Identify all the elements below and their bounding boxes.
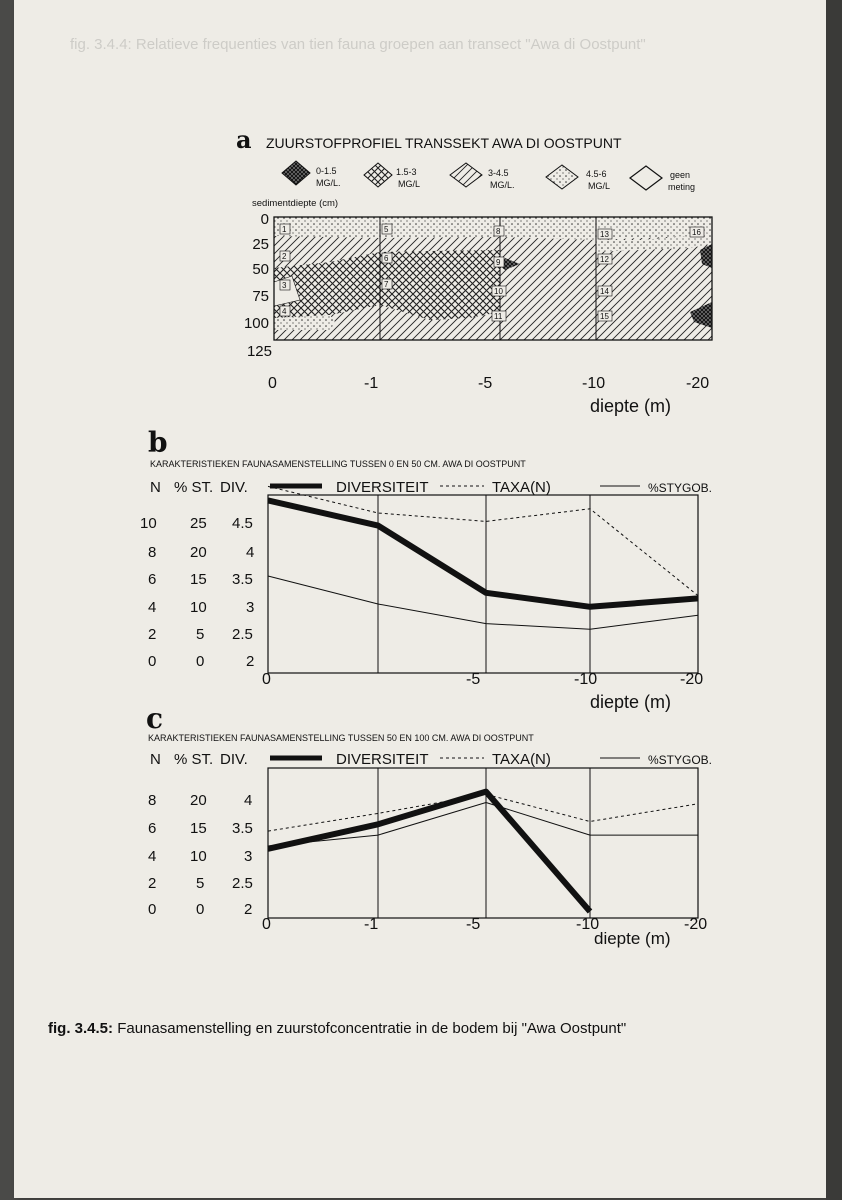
a-ytick-50: 50 bbox=[252, 261, 269, 278]
panel-c-xlabel: diepte (m) bbox=[594, 929, 671, 948]
a-ytick-25: 25 bbox=[252, 236, 269, 253]
b-xtick-0: 0 bbox=[262, 671, 271, 688]
legend-swatch-geen-meting bbox=[630, 166, 662, 190]
c-ytick-n-1: 6 bbox=[148, 820, 157, 837]
b-ytick-pct-5: 0 bbox=[196, 653, 205, 670]
b-xtick-10: -10 bbox=[574, 671, 598, 688]
b-ytick-div-4: 2.5 bbox=[232, 626, 253, 643]
c-ytick-n-2: 4 bbox=[148, 848, 157, 865]
c-ytick-pct-4: 0 bbox=[196, 901, 205, 918]
c-xtick-10: -10 bbox=[576, 916, 600, 933]
plot-b-series-taxan bbox=[268, 486, 698, 595]
b-ytick-n-1: 8 bbox=[148, 544, 157, 561]
oxygen-profile bbox=[274, 217, 712, 340]
b-legend-taxa: TAXA(N) bbox=[492, 479, 551, 496]
sample-2: 2 bbox=[282, 252, 287, 261]
c-xtick-0: 0 bbox=[262, 916, 271, 933]
legend-unit-2: MG/L. bbox=[490, 180, 515, 190]
b-legend-stygob: %STYGOB. bbox=[648, 481, 713, 495]
legend-label-4: geen bbox=[670, 170, 691, 180]
c-header-div: DIV. bbox=[220, 751, 248, 768]
panel-c bbox=[146, 702, 712, 948]
c-xtick-1: -1 bbox=[364, 916, 379, 933]
a-ytick-0: 0 bbox=[260, 211, 269, 228]
plot-c-series-diversiteit bbox=[268, 792, 590, 912]
b-xtick-20: -20 bbox=[680, 671, 704, 688]
legend-swatch-1-5-3 bbox=[364, 163, 392, 187]
sample-5: 5 bbox=[384, 225, 389, 234]
sample-16: 16 bbox=[692, 228, 701, 237]
c-ytick-n-4: 0 bbox=[148, 901, 157, 918]
sample-10: 10 bbox=[494, 287, 503, 296]
legend-unit-4: meting bbox=[668, 182, 696, 192]
panel-b-letter: b bbox=[148, 426, 168, 459]
panel-b-plot bbox=[268, 486, 698, 629]
sample-12: 12 bbox=[600, 255, 609, 264]
legend-unit-0: MG/L. bbox=[316, 178, 341, 188]
a-xtick-0: 0 bbox=[268, 375, 277, 392]
legend-swatch-3-4-5 bbox=[450, 163, 482, 187]
c-legend-div: DIVERSITEIT bbox=[336, 751, 429, 768]
b-ytick-pct-1: 20 bbox=[190, 544, 207, 561]
c-ytick-div-4: 2 bbox=[244, 901, 253, 918]
a-xtick-5: -5 bbox=[478, 375, 493, 392]
b-ytick-div-5: 2 bbox=[246, 653, 255, 670]
b-header-pct: % ST. bbox=[174, 479, 214, 496]
zone-4-5-6-top bbox=[274, 217, 712, 240]
b-ytick-pct-2: 15 bbox=[190, 571, 207, 588]
legend-swatch-0-1-5 bbox=[282, 161, 310, 185]
panel-a-ylabel: sedimentdiepte (cm) bbox=[252, 198, 339, 209]
panel-b-title: KARAKTERISTIEKEN FAUNASAMENSTELLING TUSSEN 0 EN 50 CM. AWA DI OOSTPUNT bbox=[150, 459, 526, 469]
c-xtick-5: -5 bbox=[466, 916, 481, 933]
c-legend-stygob: %STYGOB. bbox=[648, 753, 713, 767]
legend-swatch-4-5-6 bbox=[546, 165, 578, 189]
panel-a-letter: a bbox=[236, 125, 252, 154]
legend-label-0: 0-1.5 bbox=[316, 166, 337, 176]
c-xtick-20: -20 bbox=[684, 916, 708, 933]
sample-6: 6 bbox=[384, 254, 389, 263]
bleed-through-caption: fig. 3.4.4: Relatieve frequenties van tien fauna groepen aan transect "Awa di Oostpunt" bbox=[70, 36, 646, 53]
panel-c-letter: c bbox=[146, 702, 164, 735]
panel-b-frame bbox=[268, 495, 698, 673]
panel-b-xlabel: diepte (m) bbox=[590, 692, 672, 712]
b-ytick-pct-3: 10 bbox=[190, 599, 207, 616]
c-ytick-pct-1: 15 bbox=[190, 820, 207, 837]
sample-7: 7 bbox=[384, 280, 389, 289]
b-ytick-div-0: 4.5 bbox=[232, 515, 253, 532]
sample-8: 8 bbox=[496, 227, 501, 236]
c-ytick-div-1: 3.5 bbox=[232, 820, 253, 837]
legend-unit-3: MG/L bbox=[588, 181, 611, 191]
b-ytick-pct-4: 5 bbox=[196, 626, 205, 643]
sample-14: 14 bbox=[600, 287, 609, 296]
sample-11: 11 bbox=[494, 312, 503, 321]
a-ytick-100: 100 bbox=[243, 315, 269, 332]
b-header-n: N bbox=[150, 479, 161, 496]
panel-a-xlabel: diepte (m) bbox=[590, 396, 672, 416]
c-ytick-div-3: 2.5 bbox=[232, 875, 253, 892]
c-header-pct: % ST. bbox=[174, 751, 214, 768]
c-ytick-n-0: 8 bbox=[148, 792, 157, 809]
a-xtick-20: -20 bbox=[686, 375, 710, 392]
sample-4: 4 bbox=[282, 307, 287, 316]
c-header-n: N bbox=[150, 751, 161, 768]
a-ytick-125: 125 bbox=[246, 343, 272, 360]
a-ytick-75: 75 bbox=[252, 288, 269, 305]
caption-label: fig. 3.4.5: bbox=[48, 1020, 114, 1037]
a-xtick-10: -10 bbox=[582, 375, 606, 392]
b-ytick-n-3: 4 bbox=[148, 599, 157, 616]
b-ytick-div-2: 3.5 bbox=[232, 571, 253, 588]
b-legend-div: DIVERSITEIT bbox=[336, 479, 429, 496]
figure-caption bbox=[48, 1018, 778, 1039]
a-xtick-1: -1 bbox=[364, 375, 379, 392]
c-ytick-div-2: 3 bbox=[244, 848, 253, 865]
b-header-div: DIV. bbox=[220, 479, 248, 496]
plot-b-series-diversiteit bbox=[268, 500, 698, 606]
sample-1: 1 bbox=[282, 225, 287, 234]
b-ytick-pct-0: 25 bbox=[190, 515, 207, 532]
c-ytick-pct-3: 5 bbox=[196, 875, 205, 892]
panel-b bbox=[140, 426, 712, 712]
b-ytick-n-4: 2 bbox=[148, 626, 157, 643]
b-ytick-n-0: 10 bbox=[140, 515, 157, 532]
legend-label-1: 1.5-3 bbox=[396, 167, 417, 177]
panel-c-title: KARAKTERISTIEKEN FAUNASAMENSTELLING TUSSEN 50 EN 100 CM. AWA DI OOSTPUNT bbox=[148, 733, 534, 743]
c-ytick-pct-0: 20 bbox=[190, 792, 207, 809]
c-legend-taxa: TAXA(N) bbox=[492, 751, 551, 768]
c-ytick-pct-2: 10 bbox=[190, 848, 207, 865]
b-ytick-div-1: 4 bbox=[246, 544, 255, 561]
plot-c-series-taxan bbox=[268, 794, 698, 831]
sample-15: 15 bbox=[600, 312, 609, 321]
panel-a bbox=[236, 125, 712, 416]
c-ytick-div-0: 4 bbox=[244, 792, 253, 809]
b-ytick-n-5: 0 bbox=[148, 653, 157, 670]
sample-3: 3 bbox=[282, 281, 287, 290]
panel-c-plot bbox=[268, 792, 698, 912]
c-ytick-n-3: 2 bbox=[148, 875, 157, 892]
panel-a-legend bbox=[282, 161, 695, 192]
sample-13: 13 bbox=[600, 230, 609, 239]
b-ytick-n-2: 6 bbox=[148, 571, 157, 588]
caption-text: Faunasamenstelling en zuurstofconcentratie in de bodem bij "Awa Oostpunt" bbox=[117, 1020, 627, 1037]
legend-label-3: 4.5-6 bbox=[586, 169, 607, 179]
legend-label-2: 3-4.5 bbox=[488, 168, 509, 178]
panel-a-title: ZUURSTOFPROFIEL TRANSSEKT AWA DI OOSTPUNT bbox=[266, 135, 622, 151]
b-ytick-div-3: 3 bbox=[246, 599, 255, 616]
legend-unit-1: MG/L bbox=[398, 179, 421, 189]
b-xtick-5: -5 bbox=[466, 671, 481, 688]
plot-c-series-stygob bbox=[268, 803, 698, 847]
sample-9: 9 bbox=[496, 258, 501, 267]
